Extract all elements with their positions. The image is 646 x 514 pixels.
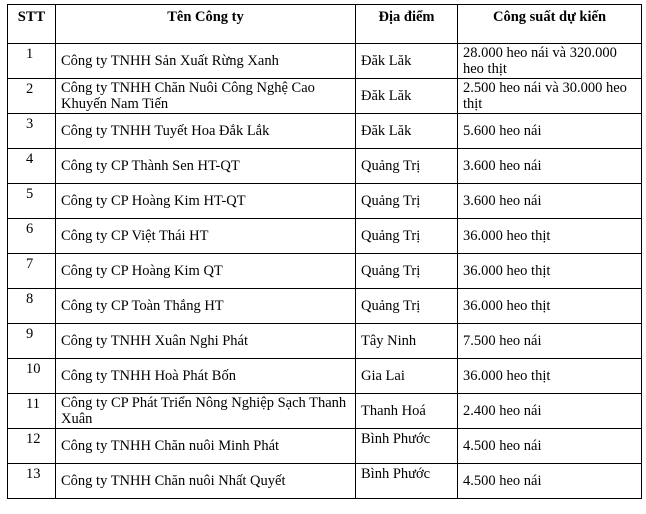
cell-location: Quảng Trị [356,254,458,289]
cell-capacity: 3.600 heo nái [458,184,642,219]
cell-capacity: 4.500 heo nái [458,429,642,464]
table-row [8,289,642,324]
cell-stt: 12 [8,429,56,464]
cell-location: Quảng Trị [356,184,458,219]
table-row [8,254,642,289]
cell-stt: 1 [8,44,56,79]
table-row [8,219,642,254]
cell-capacity: 3.600 heo nái [458,149,642,184]
cell-company-name: Công ty TNHH Chăn nuôi Minh Phát [56,429,356,464]
table-row [8,359,642,394]
cell-capacity: 7.500 heo nái [458,324,642,359]
cell-capacity: 5.600 heo nái [458,114,642,149]
cell-capacity: 36.000 heo thịt [458,359,642,394]
table-row [8,149,642,184]
header-stt: STT [8,5,56,44]
cell-stt: 6 [8,219,56,254]
cell-company-name: Công ty CP Hoàng Kim QT [56,254,356,289]
cell-company-name: Công ty CP Thành Sen HT-QT [56,149,356,184]
cell-stt: 4 [8,149,56,184]
cell-capacity: 36.000 heo thịt [458,254,642,289]
cell-company-name: Công ty CP Phát Triển Nông Nghiệp Sạch Thanh Xuân [56,394,356,429]
cell-stt: 8 [8,289,56,324]
table-row [8,324,642,359]
cell-stt: 5 [8,184,56,219]
cell-location: Đăk Lăk [356,79,458,114]
table-row [8,394,642,429]
cell-location: Quảng Trị [356,219,458,254]
cell-location: Gia Lai [356,359,458,394]
cell-stt: 2 [8,79,56,114]
cell-company-name: Công ty CP Việt Thái HT [56,219,356,254]
table-row [8,464,642,499]
table-row [8,44,642,79]
cell-capacity: 4.500 heo nái [458,464,642,499]
cell-company-name: Công ty TNHH Xuân Nghi Phát [56,324,356,359]
cell-stt: 11 [8,394,56,429]
cell-company-name: Công ty TNHH Chăn Nuôi Công Nghệ Cao Khuyến Nam Tiến [56,79,356,114]
header-location: Địa điểm [356,5,458,44]
cell-location: Bình Phước [356,464,458,499]
cell-company-name: Công ty TNHH Chăn nuôi Nhất Quyết [56,464,356,499]
cell-capacity: 2.400 heo nái [458,394,642,429]
cell-stt: 13 [8,464,56,499]
table-row [8,114,642,149]
cell-stt: 3 [8,114,56,149]
header-company-name: Tên Công ty [56,5,356,44]
cell-capacity: 2.500 heo nái và 30.000 heo thịt [458,79,642,114]
cell-location: Tây Ninh [356,324,458,359]
cell-company-name: Công ty TNHH Hoà Phát Bốn [56,359,356,394]
cell-company-name: Công ty CP Toàn Thắng HT [56,289,356,324]
cell-capacity: 36.000 heo thịt [458,289,642,324]
company-table [7,4,642,499]
cell-location: Quảng Trị [356,289,458,324]
cell-location: Bình Phước [356,429,458,464]
table-row [8,184,642,219]
cell-company-name: Công ty CP Hoàng Kim HT-QT [56,184,356,219]
cell-stt: 9 [8,324,56,359]
table-row [8,429,642,464]
table-row [8,79,642,114]
cell-stt: 7 [8,254,56,289]
cell-company-name: Công ty TNHH Sản Xuất Rừng Xanh [56,44,356,79]
header-capacity: Công suất dự kiến [458,5,642,44]
cell-location: Đăk Lăk [356,44,458,79]
cell-capacity: 36.000 heo thịt [458,219,642,254]
cell-stt: 10 [8,359,56,394]
header-row [8,5,642,44]
cell-location: Thanh Hoá [356,394,458,429]
cell-capacity: 28.000 heo nái và 320.000 heo thịt [458,44,642,79]
cell-location: Đăk Lăk [356,114,458,149]
cell-location: Quảng Trị [356,149,458,184]
cell-company-name: Công ty TNHH Tuyết Hoa Đắk Lắk [56,114,356,149]
